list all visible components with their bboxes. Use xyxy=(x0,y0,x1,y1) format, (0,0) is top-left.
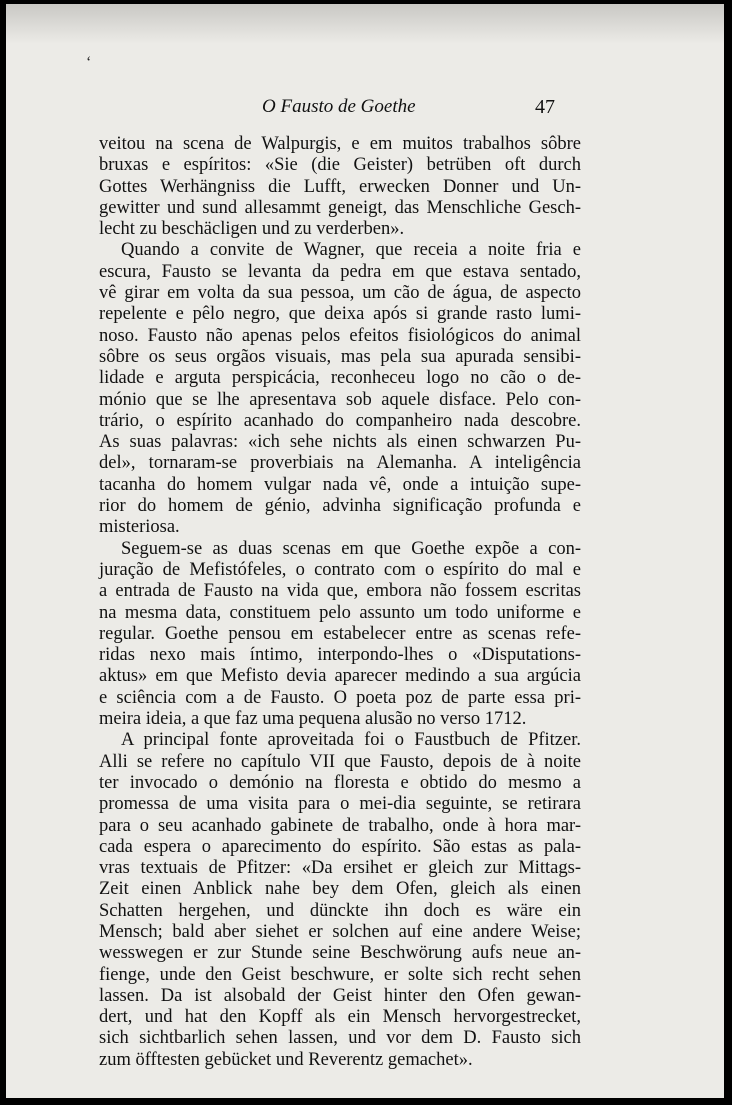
text-line: misteriosa. xyxy=(99,517,180,538)
text-line: del», tornaram-se proverbiais na Alemanha. A inteligência xyxy=(99,453,581,474)
text-line: sôbre os seus orgãos visuais, mas pela sua apurada sensibi- xyxy=(99,346,581,367)
text-line: na mesma data, constituem pelo assunto um todo uniforme e xyxy=(99,602,581,623)
text-line: mónio que se lhe apresentava sob aquele disface. Pelo con- xyxy=(99,389,581,410)
text-line: a entrada de Fausto na vida que, embora não fossem escritas xyxy=(99,581,581,602)
text-line: As suas palavras: «ich sehe nichts als einen schwarzen Pu- xyxy=(99,432,581,453)
text-line: meira ideia, a que faz uma pequena alusão no verso 1712. xyxy=(99,709,527,730)
text-line: bruxas e espíritos: «Sie (die Geister) betrüben oft durch xyxy=(99,155,581,176)
margin-mark: ʻ xyxy=(86,54,92,71)
text-line: A principal fonte aproveitada foi o Faustbuch de Pfitzer. xyxy=(121,730,581,751)
text-line: trário, o espírito acanhado do companheiro nada descobre. xyxy=(99,410,581,431)
text-line: lecht zu beschäcligen und zu verderben». xyxy=(99,219,405,240)
page-number: 47 xyxy=(535,96,555,118)
text-line: fienge, unde den Geist beschwure, er solte sich recht sehen xyxy=(99,964,581,985)
text-line: Schatten hergehen, und dünckte ihn doch es wäre ein xyxy=(99,900,581,921)
text-line: escura, Fausto se levanta da pedra em que estava sentado, xyxy=(99,261,581,282)
text-line: ridas nexo mais íntimo, interpondo-lhes o «Disputations- xyxy=(99,645,581,666)
text-line: Seguem-se as duas scenas em que Goethe expõe a con- xyxy=(121,538,581,559)
text-line: repelente e pêlo negro, que deixa após si grande rasto lumi- xyxy=(99,304,581,325)
scan-shadow xyxy=(6,4,724,44)
text-line: vê girar em volta da sua pessoa, um cão de água, de aspecto xyxy=(99,283,581,304)
text-line: juração de Mefistófeles, o contrato com o espírito do mal e xyxy=(99,559,581,580)
text-line: vras textuais de Pfitzer: «Da ersihet er gleich zur Mittags- xyxy=(99,858,581,879)
text-line: ter invocado o demónio na floresta e obtido do mesmo a xyxy=(99,772,581,793)
text-line: veitou na scena de Walpurgis, e em muitos trabalhos sôbre xyxy=(99,134,581,154)
body-text xyxy=(99,134,581,1071)
text-line: Quando a convite de Wagner, que receia a noite fria e xyxy=(121,240,581,261)
text-line: Mensch; bald aber siehet er solchen auf eine andere Weise; xyxy=(99,921,581,942)
text-line: noso. Fausto não apenas pelos efeitos fisiológicos do animal xyxy=(99,325,581,346)
text-line: regular. Goethe pensou em estabelecer entre as scenas refe- xyxy=(99,623,581,644)
text-line: aktus» em que Mefisto devia aparecer medindo a sua argúcia xyxy=(99,666,581,687)
book-page xyxy=(6,4,724,1098)
text-line: zum öfftesten gebücket und Reverentz gemachet». xyxy=(99,1049,473,1070)
text-line: sich sichtbarlich sehen lassen, und vor dem D. Fausto sich xyxy=(99,1028,581,1049)
running-title: O Fausto de Goethe xyxy=(262,96,416,117)
text-line: tacanha do homem vulgar nada vê, onde a intuição supe- xyxy=(99,474,581,495)
text-line: cada espera o aparecimento do espírito. São estas as pala- xyxy=(99,836,581,857)
text-line: wesswegen er zur Stunde seine Beschwörung aufs neue an- xyxy=(99,943,581,964)
text-line: rior do homem de génio, advinha significação profunda e xyxy=(99,496,581,517)
text-line: lidade e arguta perspicácia, reconheceu logo no cão o de- xyxy=(99,368,581,389)
text-line: dert, und hat den Kopff als ein Mensch hervorgestrecket, xyxy=(99,1007,581,1028)
text-line: Gottes Werhängniss die Lufft, erwecken Donner und Un- xyxy=(99,176,581,197)
text-line: Zeit einen Anblick nahe bey dem Ofen, gleich als einen xyxy=(99,879,581,900)
text-line: gewitter und sund allesammt geneigt, das Menschliche Gesch- xyxy=(99,197,581,218)
text-line: lassen. Da ist alsobald der Geist hinter den Ofen gewan- xyxy=(99,985,581,1006)
text-line: Alli se refere no capítulo VII que Fausto, depois de à noite xyxy=(99,751,581,772)
text-line: promessa de uma visita para o mei-dia seguinte, se retirara xyxy=(99,794,581,815)
text-line: para o seu acanhado gabinete de trabalho, onde à hora mar- xyxy=(99,815,581,836)
text-line: e sciência com a de Fausto. O poeta poz de parte essa pri- xyxy=(99,687,581,708)
